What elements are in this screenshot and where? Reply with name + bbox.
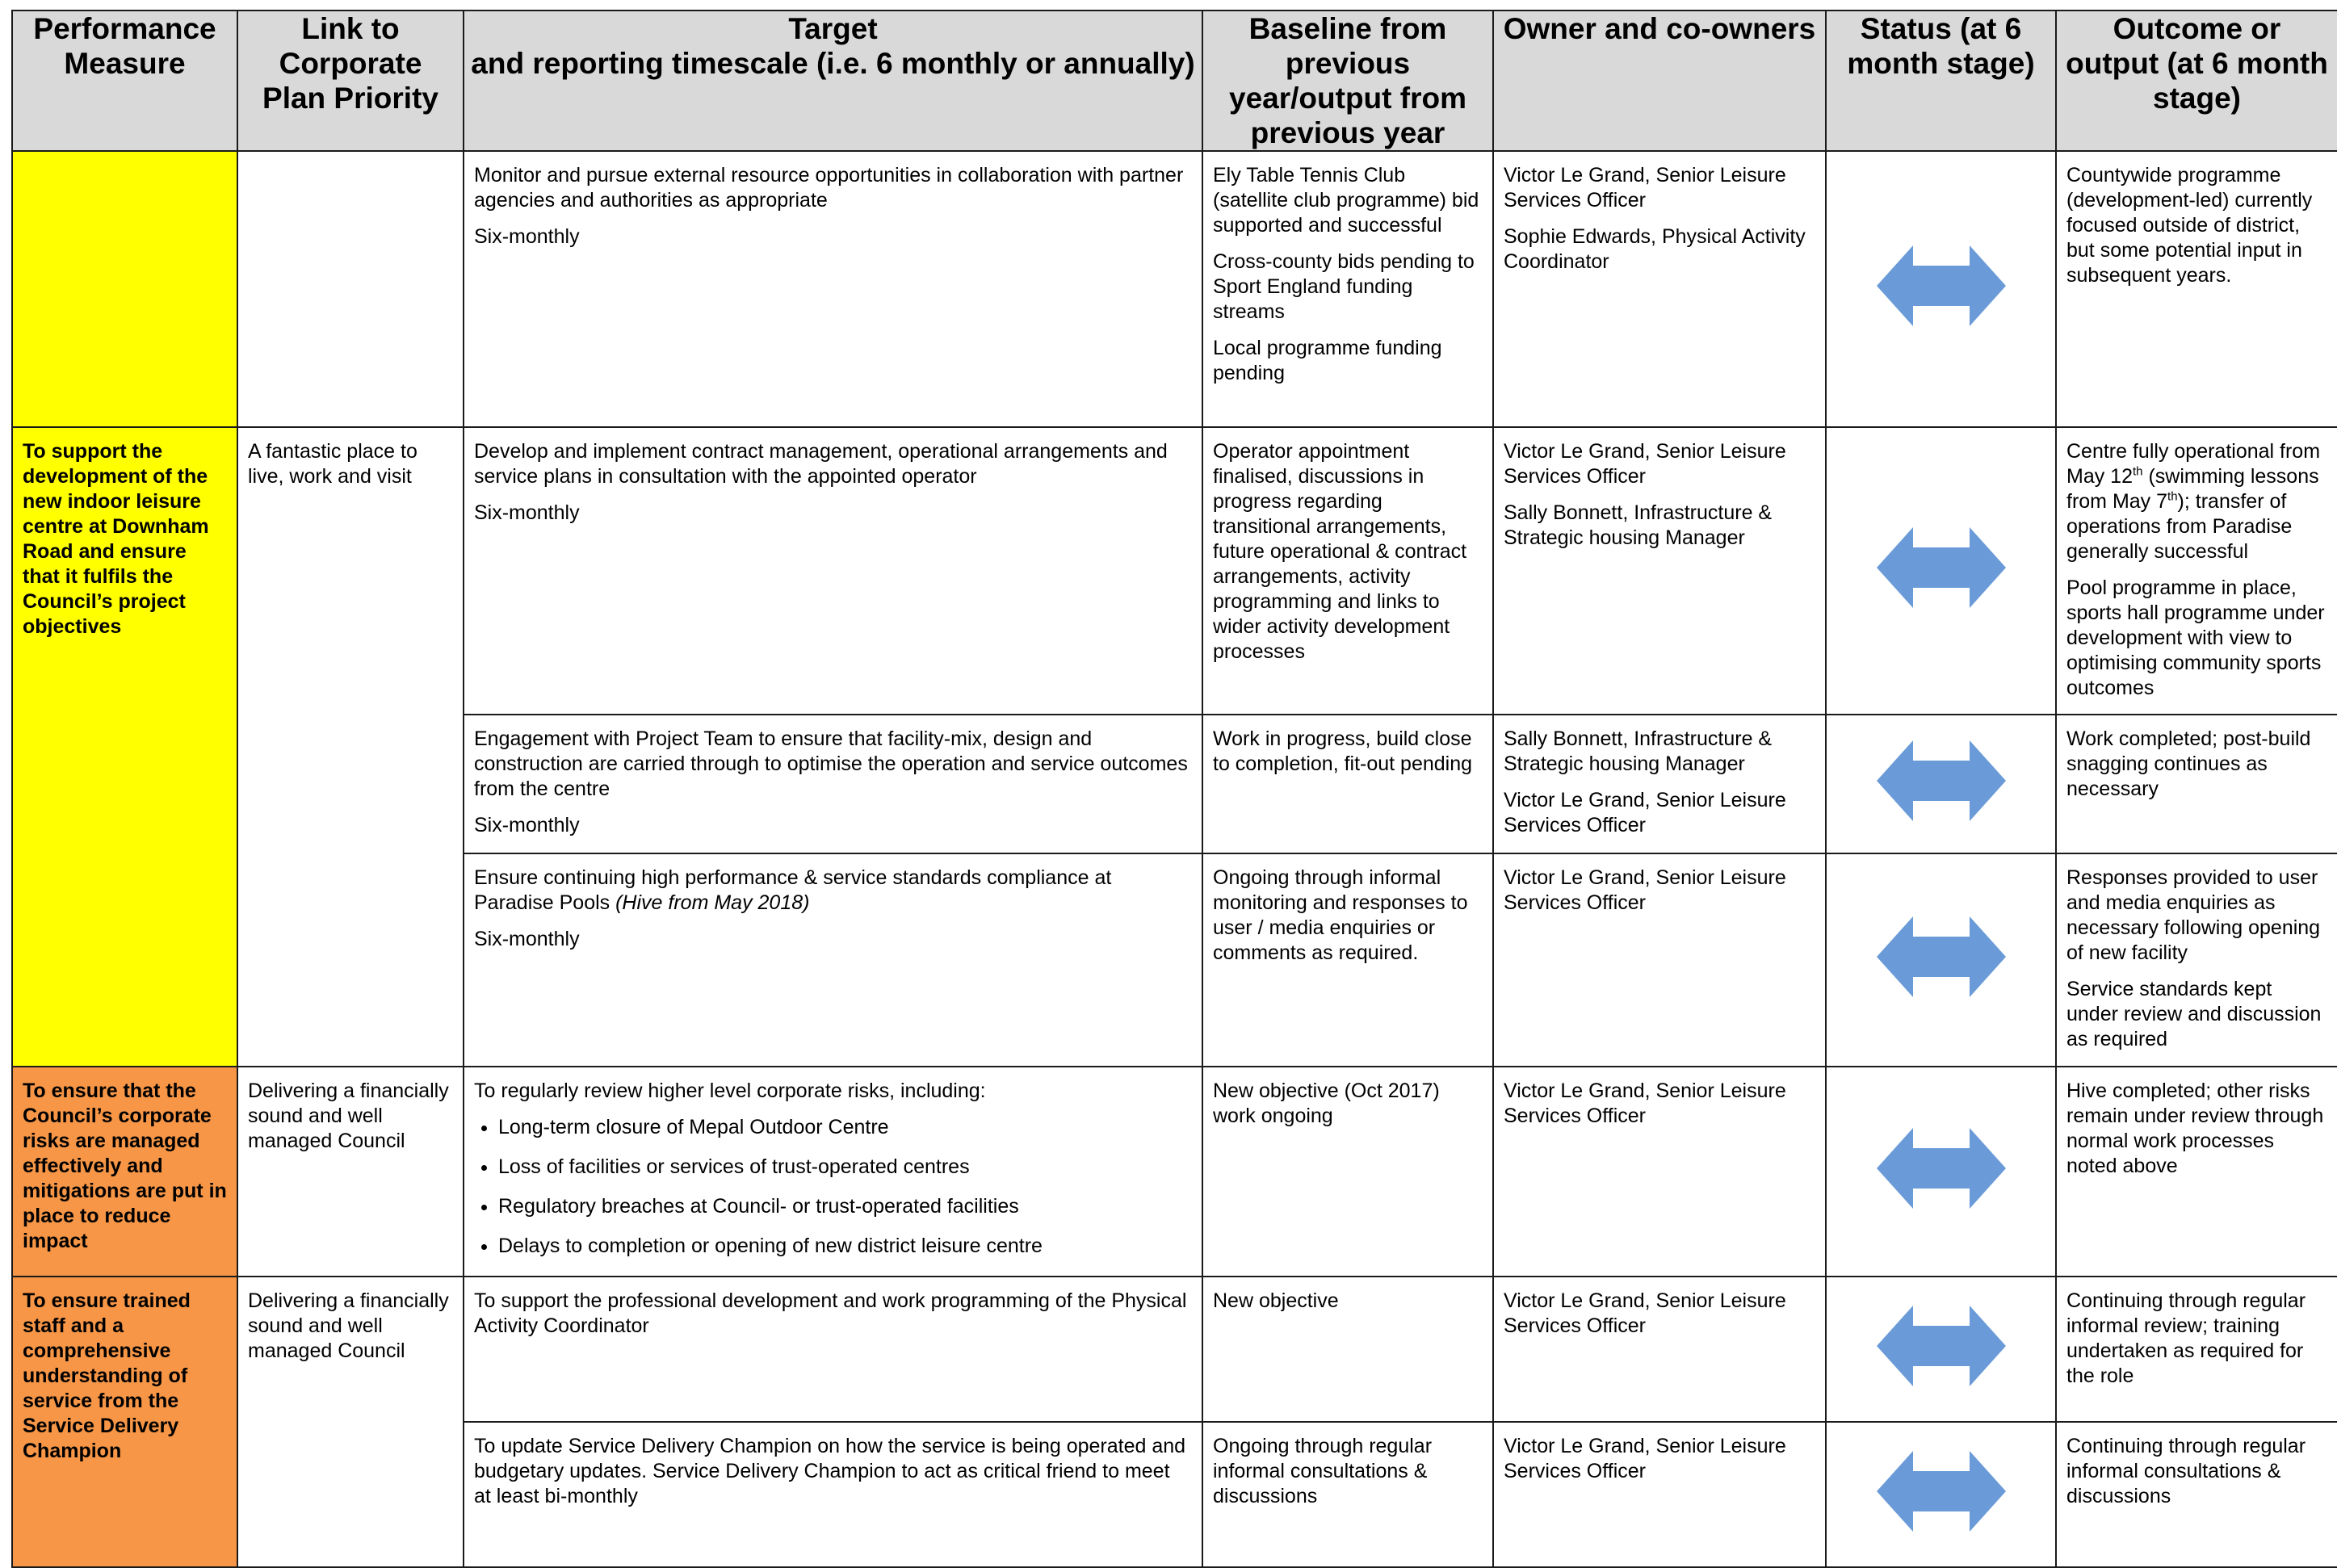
target-text: To support the professional development and work programming of the Physical Activity Coordinator: [474, 1289, 1187, 1337]
baseline-cell: [1202, 151, 1493, 427]
timescale-text: Six-monthly: [474, 501, 580, 524]
baseline-cell: [1202, 853, 1493, 1067]
outcome-text: Continuing through regular informal consultations & discussions: [2066, 1435, 2306, 1507]
target-text: To update Service Delivery Champion on how the service is being operated and budgetary updates. Service Delivery Champion to act as critical friend to meet at least bi-monthly: [474, 1435, 1186, 1507]
outcome-text-part: ); transfer of operations from Paradise generally successful: [2066, 490, 2293, 563]
outcome-cell: [2056, 427, 2337, 715]
list-item: • Regulatory breaches at Council- or trust-operated facilities: [498, 1194, 1192, 1219]
owner-text: Victor Le Grand, Senior Leisure Services Officer: [1504, 1289, 1786, 1337]
status-cell: [1826, 715, 2056, 853]
double-headed-arrow-icon: [1877, 1451, 2006, 1532]
link-cell: Delivering a financially sound and well managed Council: [237, 1067, 464, 1277]
timescale-text: Six-monthly: [474, 225, 580, 248]
status-cell: [1826, 1422, 2056, 1567]
table-row: [12, 1277, 2337, 1422]
target-text: To regularly review higher level corporate risks, including:: [474, 1080, 986, 1102]
link-cell: [237, 151, 464, 427]
baseline-cell: [1202, 427, 1493, 715]
double-headed-arrow-icon: [1877, 527, 2006, 608]
owner-text: Sophie Edwards, Physical Activity Coordinator: [1504, 225, 1806, 273]
risk-list: [474, 1115, 1192, 1259]
outcome-cell: [2056, 1422, 2337, 1567]
owner-text: Sally Bonnett, Infrastructure & Strategic housing Manager: [1504, 501, 1773, 549]
owner-text: Victor Le Grand, Senior Leisure Services Officer: [1504, 789, 1786, 836]
target-cell: [464, 1067, 1202, 1277]
target-cell: [464, 715, 1202, 853]
target-text: Engagement with Project Team to ensure that facility-mix, design and construction are carried through to optimise the operation and service outcomes from the centre: [474, 727, 1188, 800]
double-headed-arrow-icon: [1877, 245, 2006, 326]
status-cell: [1826, 151, 2056, 427]
header-target: [464, 10, 1202, 151]
status-cell: [1826, 1067, 2056, 1277]
target-note: (Hive from May 2018): [615, 891, 810, 914]
owner-text: Victor Le Grand, Senior Leisure Services Officer: [1504, 440, 1786, 488]
owner-cell: [1493, 427, 1826, 715]
outcome-text: Hive completed; other risks remain under review through normal work processes noted above: [2066, 1080, 2324, 1177]
owner-text: Victor Le Grand, Senior Leisure Services Officer: [1504, 1080, 1786, 1127]
header-outcome: Outcome or output (at 6 month stage): [2056, 10, 2337, 151]
timescale-text: Six-monthly: [474, 928, 580, 950]
link-cell: Delivering a financially sound and well managed Council: [237, 1277, 464, 1567]
double-headed-arrow-icon: [1877, 1306, 2006, 1386]
link-cell: A fantastic place to live, work and visit: [237, 427, 464, 1067]
owner-cell: [1493, 1422, 1826, 1567]
double-headed-arrow-icon: [1877, 740, 2006, 821]
ordinal-suffix: th: [2167, 489, 2178, 504]
status-cell: [1826, 427, 2056, 715]
baseline-text: Ely Table Tennis Club (satellite club programme) bid supported and successful: [1213, 164, 1479, 237]
header-target-title: Target: [788, 12, 878, 45]
target-cell: [464, 1422, 1202, 1567]
baseline-text: Ongoing through informal monitoring and responses to user / media enquiries or comments as required.: [1213, 866, 1468, 964]
header-target-subtitle: and reporting timescale (i.e. 6 monthly or annually): [471, 47, 1195, 80]
double-headed-arrow-icon: [1877, 1128, 2006, 1209]
outcome-cell: [2056, 1277, 2337, 1422]
outcome-text-part: (swimming lessons from May 7: [2066, 465, 2319, 513]
target-cell: [464, 1277, 1202, 1422]
owner-cell: [1493, 853, 1826, 1067]
timescale-text: Six-monthly: [474, 814, 580, 836]
list-item: • Loss of facilities or services of trust-operated centres: [498, 1155, 1192, 1180]
baseline-cell: [1202, 1277, 1493, 1422]
target-text: Monitor and pursue external resource opportunities in collaboration with partner agencies and authorities as appropriate: [474, 164, 1184, 212]
owner-cell: [1493, 1277, 1826, 1422]
outcome-text: Responses provided to user and media enquiries as necessary following opening of new facility: [2066, 866, 2321, 964]
header-row: [12, 10, 2337, 151]
baseline-text: Operator appointment finalised, discussions in progress regarding transitional arrangements, future operational & contract arrangements, activity programming and links to wider activity development processes: [1213, 440, 1467, 663]
owner-cell: [1493, 1067, 1826, 1277]
outcome-text-part: Centre fully operational from May 12: [2066, 440, 2321, 488]
outcome-cell: [2056, 715, 2337, 853]
owner-cell: [1493, 151, 1826, 427]
owner-text: Victor Le Grand, Senior Leisure Services Officer: [1504, 164, 1786, 212]
outcome-text: Work completed; post-build snagging continues as necessary: [2066, 727, 2311, 800]
target-text-part: Ensure continuing high performance & service standards compliance at Paradise Pools: [474, 866, 1112, 914]
owner-cell: [1493, 715, 1826, 853]
outcome-cell: [2056, 853, 2337, 1067]
status-cell: [1826, 1277, 2056, 1422]
baseline-text: Ongoing through regular informal consultations & discussions: [1213, 1435, 1433, 1507]
owner-text: Sally Bonnett, Infrastructure & Strategic housing Manager: [1504, 727, 1773, 775]
ordinal-suffix: th: [2132, 464, 2143, 479]
measure-cell: To ensure trained staff and a comprehensive understanding of service from the Service Delivery Champion: [12, 1277, 237, 1567]
header-baseline: Baseline from previous year/output from previous year: [1202, 10, 1493, 151]
measure-cell: To ensure that the Council’s corporate risks are managed effectively and mitigations are put in place to reduce impact: [12, 1067, 237, 1277]
header-owner: Owner and co-owners: [1493, 10, 1826, 151]
list-item: • Delays to completion or opening of new district leisure centre: [498, 1234, 1192, 1259]
list-item: • Long-term closure of Mepal Outdoor Centre: [498, 1115, 1192, 1140]
header-status: Status (at 6 month stage): [1826, 10, 2056, 151]
outcome-text: Pool programme in place, sports hall programme under development with view to optimising community sports outcomes: [2066, 576, 2325, 699]
outcome-text: Service standards kept under review and discussion as required: [2066, 978, 2322, 1050]
target-cell: [464, 427, 1202, 715]
target-cell: [464, 151, 1202, 427]
outcome-text: [2066, 439, 2327, 564]
baseline-cell: [1202, 715, 1493, 853]
baseline-text: Work in progress, build close to completion, fit-out pending: [1213, 727, 1473, 775]
baseline-text: Local programme funding pending: [1213, 337, 1442, 384]
outcome-text: Continuing through regular informal review; training undertaken as required for the role: [2066, 1289, 2306, 1387]
owner-text: Victor Le Grand, Senior Leisure Services Officer: [1504, 866, 1786, 914]
header-performance-measure: Performance Measure: [12, 10, 237, 151]
table-row: [12, 151, 2337, 427]
target-text: Develop and implement contract management, operational arrangements and service plans in consultation with the appointed operator: [474, 440, 1168, 488]
baseline-cell: [1202, 1422, 1493, 1567]
double-headed-arrow-icon: [1877, 916, 2006, 997]
header-link: Link to Corporate Plan Priority: [237, 10, 464, 151]
baseline-text: New objective: [1213, 1289, 1339, 1312]
owner-text: Victor Le Grand, Senior Leisure Services Officer: [1504, 1435, 1786, 1482]
table-row: [12, 1067, 2337, 1277]
status-cell: [1826, 853, 2056, 1067]
target-cell: [464, 853, 1202, 1067]
table-row: [12, 427, 2337, 715]
performance-table: [11, 10, 2337, 1568]
baseline-text: Cross-county bids pending to Sport England funding streams: [1213, 250, 1475, 323]
outcome-text: Countywide programme (development-led) currently focused outside of district, but some potential input in subsequent years.: [2066, 164, 2313, 287]
measure-cell: [12, 151, 237, 427]
baseline-cell: [1202, 1067, 1493, 1277]
baseline-text: New objective (Oct 2017) work ongoing: [1213, 1080, 1440, 1127]
target-text: [474, 866, 1192, 916]
outcome-cell: [2056, 1067, 2337, 1277]
measure-cell: To support the development of the new indoor leisure centre at Downham Road and ensure that it fulfils the Council’s project objectives: [12, 427, 237, 1067]
outcome-cell: [2056, 151, 2337, 427]
